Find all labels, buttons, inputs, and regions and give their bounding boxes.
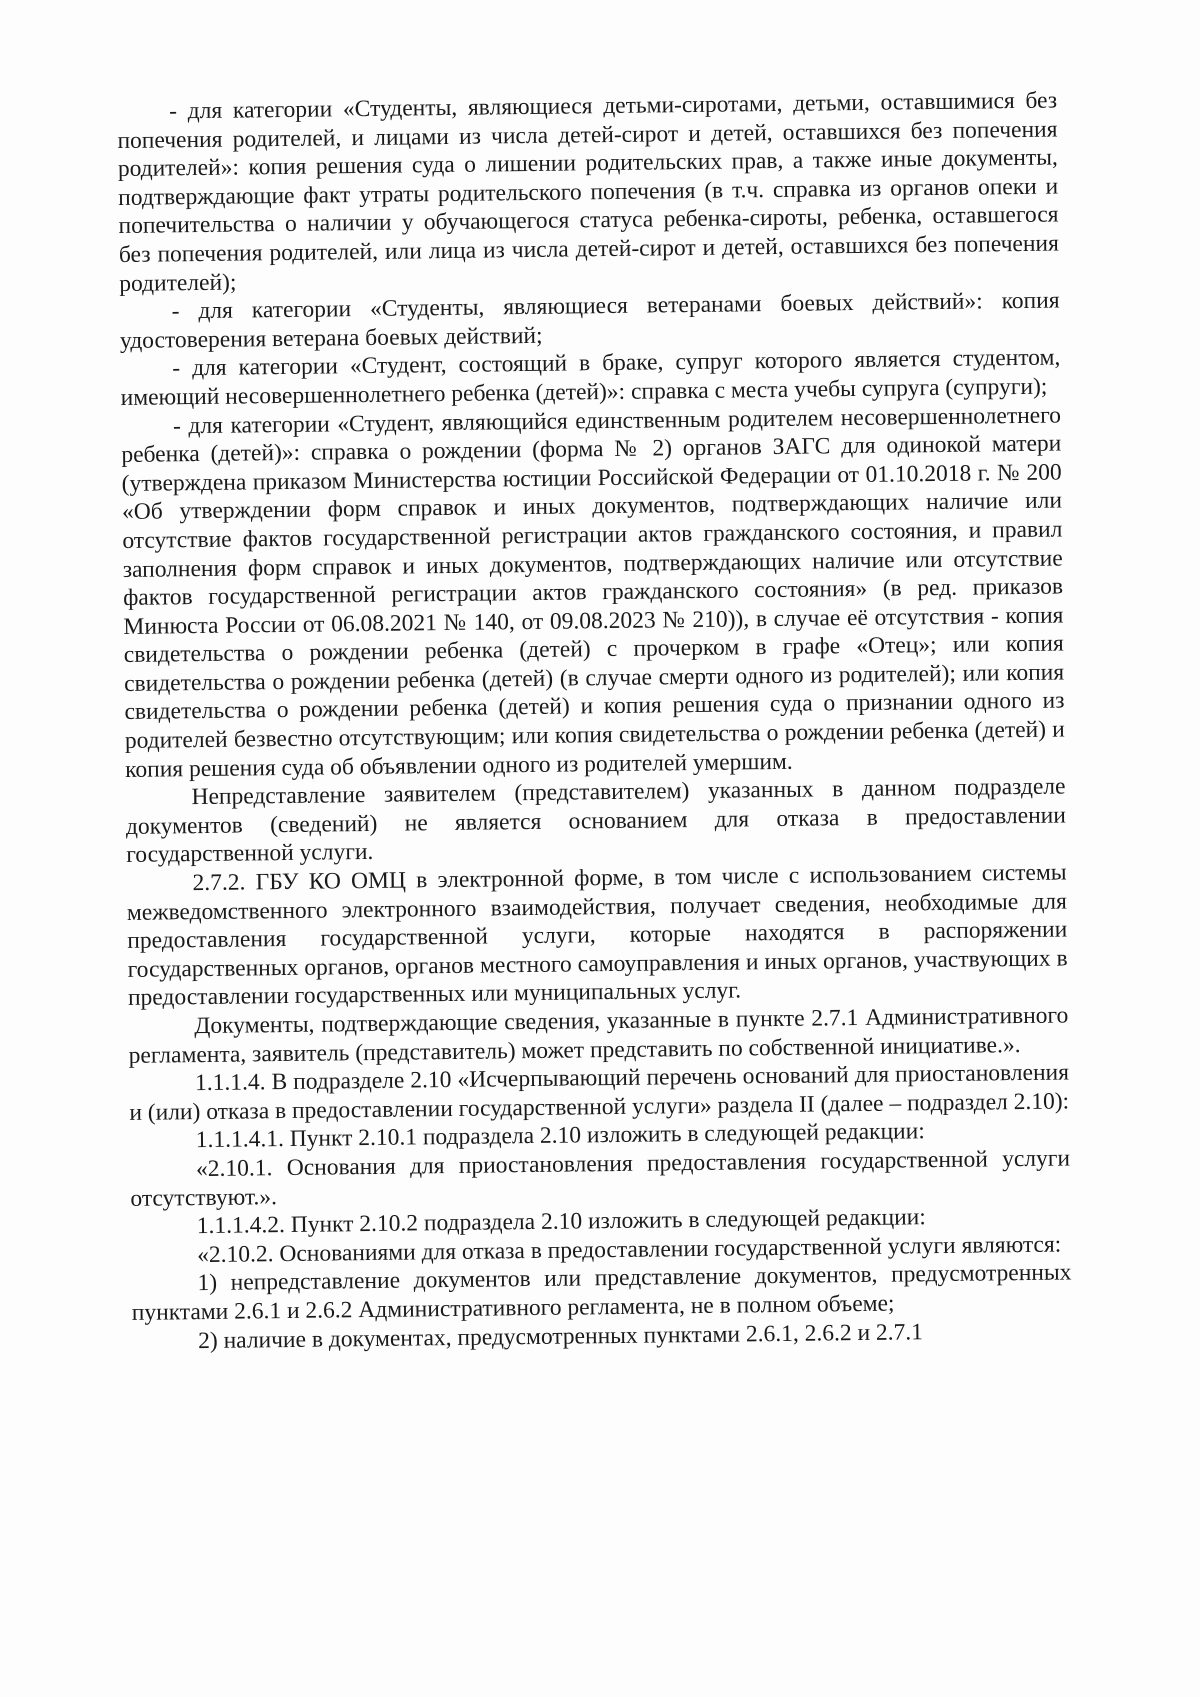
paragraph-2-7-2: 2.7.2. ГБУ КО ОМЦ в электронной форме, в том числе с использованием системы межведомственного электронного взаимодействия, получает сведения, необходимые для предоставления государственной услуги, которые находятся в распоряжении государственных органов, органов местного самоуправления и иных органов, участвующих в предоставлении государственных или муниципальных услуг. [126, 859, 1068, 1012]
paragraph-2-10-2: «2.10.2. Основаниями для отказа в предоставлении государственной услуги являются: [196, 1231, 1062, 1268]
list-item-1: 1) непредставление документов или представление документов, предусмотренных пунктами 2.6.1 и 2.6.2 Административного регламента, не в полном объеме; [131, 1259, 1072, 1326]
paragraph-1-1-1-4-2: 1.1.1.4.2. Пункт 2.10.2 подраздела 2.10 изложить в следующей редакции: [196, 1204, 926, 1240]
paragraph-2-10-1: «2.10.1. Основания для приостановления предоставления государственной услуги отсутствуют.». [130, 1145, 1071, 1212]
paragraph-1-1-1-4-1: 1.1.1.4.1. Пункт 2.10.1 подраздела 2.10 изложить в следующей редакции: [195, 1118, 925, 1154]
paragraph-single-parent-category: - для категории «Студент, являющийся единственным родителем несовершеннолетнего ребенка (детей)»: справка о рождении (форма № 2) органов ЗАГС для одинокой матери (утверждена приказом Министерства юстиции Российской Федерации от 01.10.2018 г. № 200 «Об утверждении форм справок и иных документов, подтверждающих наличие или отсутствие фактов государственной регистрации актов гражданского состояния, и правил заполнения форм справок и иных документов, подтверждающих наличие или отсутствие фактов государственной регистрации актов гражданского состояния» (в ред. приказов Минюста России от 06.08.2021 № 140, от 09.08.2023 № 210)), в случае её отсутствия - копия свидетельства о рождении ребенка (детей) с прочерком в графе «Отец»; или копия свидетельства о рождении ребенка (детей) (в случае смерти одного из родителей); или копия свидетельства о рождении ребенка (детей) и копия решения суда о признании одного из родителей безвестно отсутствующим; или копия свидетельства о рождении ребенка (детей) и копия решения суда об объявлении одного из родителей умершим. [121, 402, 1065, 783]
list-item-2: 2) наличие в документах, предусмотренных пунктами 2.6.1, 2.6.2 и 2.7.1 [198, 1318, 924, 1354]
paragraph-supporting-documents: Документы, подтверждающие сведения, указанные в пункте 2.7.1 Административного регламента, заявитель (представитель) может представить по собственной инициативе.». [128, 1002, 1069, 1069]
document-body [117, 87, 1072, 1357]
paragraph-orphans-category: - для категории «Студенты, являющиеся детьми-сиротами, детьми, оставшимися без попечения родителей, и лицами из числа детей-сирот и детей, оставшихся без попечения родителей»: копия решения суда о лишении родительских прав, а также иные документы, подтверждающие факт утраты родительского попечения (в т.ч. справка из органов опеки и попечительства о наличии у обучающегося статуса ребенка-сироты, ребенка, оставшегося без попечения родителей, или лица из числа детей-сирот и детей, оставшихся без попечения родителей); [117, 87, 1060, 297]
paragraph-non-submission: Непредставление заявителем (представителем) указанных в данном подразделе документов (сведений) не является основанием для отказа в предоставлении государственной услуги. [125, 773, 1066, 869]
paragraph-1-1-1-4: 1.1.1.4. В подразделе 2.10 «Исчерпывающий перечень оснований для приостановления и (или) отказа в предоставлении государственной услуги» раздела II (далее – подраздел 2.10): [129, 1059, 1070, 1126]
paragraph-married-student-category: - для категории «Студент, состоящий в браке, супруг которого является студентом, имеющий несовершеннолетнего ребенка (детей)»: справка с места учебы супруга (супруги); [120, 344, 1061, 411]
paragraph-veterans-category: - для категории «Студенты, являющиеся ветеранами боевых действий»: копия удостоверения ветерана боевых действий; [119, 287, 1060, 354]
